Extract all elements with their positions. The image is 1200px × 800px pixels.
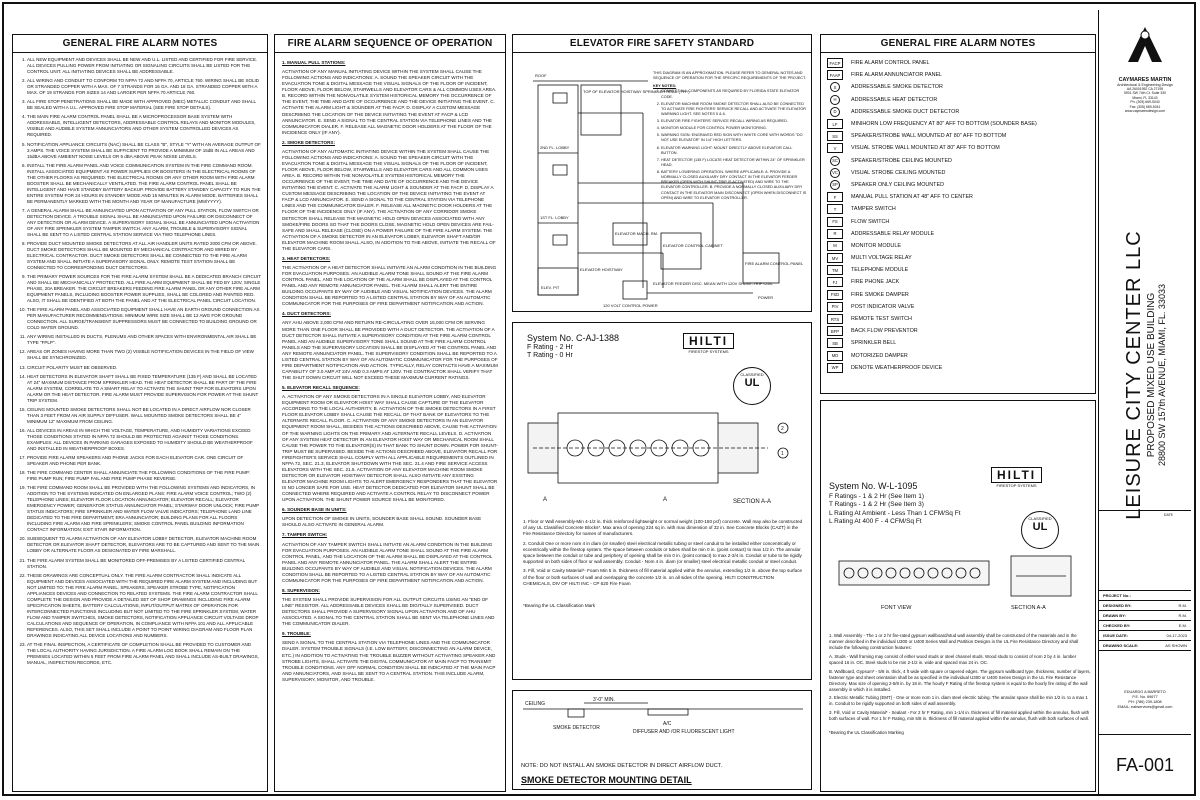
title-field-value: R.M. bbox=[1178, 613, 1187, 618]
sequence-text: UPON DETECTION OF SMOKE IN UNITS, SOUNDER BASE SHALL SOUND. SOUNDER BASE SHOULD ALSO ACTIVATE IN GENERAL ALARM. bbox=[282, 516, 482, 528]
firm-lines bbox=[1099, 87, 1191, 114]
legend-symbol-icon: FJ bbox=[827, 277, 843, 287]
legend-symbol-icon: M bbox=[827, 241, 843, 251]
title-field-label: DESIGNED BY: bbox=[1103, 603, 1132, 608]
legend-symbol-icon: SC bbox=[830, 156, 840, 166]
engineer-name: EDUARDO A BARRETO bbox=[1124, 690, 1166, 694]
legend-item bbox=[827, 325, 1089, 337]
label-feeder: ELEVATOR FEEDER DISC. MEAN WITH 120V SHUNT-TRIP COIL bbox=[653, 281, 773, 286]
legend-label: MOTORIZED DAMPER bbox=[851, 352, 908, 359]
sequence-text: ACTIVATION OF ANY MANUAL INITIATING DEVICE WITHIN THE SYSTEM SHALL CAUSE THE FOLLOWING ACTIONS AND INDICATIONS: A. SOUND THE SPEAKER CIRCUIT WITH THE EVACUATION TONE & DIGITAL MESSAGE THE VISUAL SIGNALS OF THE FLOOR OF INCIDENT, FLOOR ABOVE, FLOOR BELOW, STAIRWELLS AND ELEVATOR CARS & ALL COMMON USES AREA. B. RECORD WITHIN THE NONVOLATILE SYSTEM HISTORICAL MEMORY THE OCCURRENCE OF THE EVENT, THE TIME AND DATE OF OCCURRENCE AND THE DEVICE INITIATING THE EVENT. C. ACTIVATE THE ALARM LIGHT & SOUNDER AT THE FACP. D. DISPLAY A CUSTOM MESSAGE DESCRIBING THE LOCATION OF THE DEVICE INITIATING THE EVENT AT FACP & LCD ANNUNCIATOR. E. SEND A SIGNAL TO THE CENTRAL STATION VIA TELEPHONE LINES AND THE COMMUNICATOR DIALER. F. RELEASE ALL MAGNETIC DOOR HOLDERS AT THE FLOOR OF THE INCIDENCE ONLY (IF ANY). bbox=[282, 69, 497, 135]
elevator-intro: THIS DIAGRAM IS AN APPROXIMATION. PLEASE REFER TO GENERAL NOTES AND SEQUENCE OF OPERATION FOR THE SPECIFIC REQUIREMENTS OF THE PROJECT. bbox=[653, 71, 806, 81]
firestop2-f-rating: F Ratings - 1 & 2 Hr (See Item 1) bbox=[829, 492, 925, 500]
a-label-left: A bbox=[543, 497, 548, 503]
sequence-heading: 4. DUCT DETECTORS: bbox=[282, 311, 331, 317]
legend-symbol-icon: FS bbox=[827, 217, 843, 227]
legend-item bbox=[827, 252, 1089, 264]
hilti-logo: HILTI bbox=[683, 333, 734, 349]
sequence-text: A. ACTIVATION OF ANY SMOKE DETECTORS IN A SINGLE ELEVATOR LOBBY, AND ELEVATOR EQUIPMENT ROOM OR ELEVATOR HOIST WAY SHALL CAUSE CAPTURE OF THE ELEVATOR ACCORDING TO THE LOCAL AUTHORITY. B. ACTIVATION OF THE SMOKE DETECTORS IN A FIRST FLOOR ELEVATOR LOBBY SHALL CAUSE THE RECALL OF THAT BANK OF ELEVATORS TO THE ALTERNATE RECALL FLOOR. C. ACTIVATION OF ANY SMOKE DETECTORS IN AN ELEVATOR EQUIPMENT ROOM SHALL, BESIDES THE ACTIONS DESCRIBED ABOVE, CAUSE THE ACTIVATION OF THE WARNING LIGHTS ON THE PRIMARY AND ALTERNATE RECALL LEVELS. D. ACTIVATION OF ANY SYSTEM HEAT DETECTOR IN AN ELEVATOR HOIST WAY OR MECHANICAL ROOM SHALL CAUSE THE POWER TO THE ELEVATOR(S) IN THAT BANK TO SHUNT DOWN. POWER FOR SHUNT-TRIP MUST BE SUPERVISED. BESIDE THE ACTIONS DESCRIBED ABOVE, ELEVATOR RECALL FOR FIREFIGHTER'S SERVICE SHALL COMPLY WITH ALL APPLICABLE REQUIREMENTS OUTLINED IN NFPA 72, SEC. 21.3, ELEVATOR SHUTDOWN WITH THE SEC. 21.4 AND FIRE SERVICE ACCESS ELEVATORS WITH THE SEC. 21.5. ACTIVATION OF ANY ELEVATOR MACHINE ROOM SMOKE DETECTOR OR ELEVATOR HOISTWAY DETECTOR SHALL ALSO INITIATE ANY EXISTING ELEVATOR MACHINE ROOM LIGHTS TO ALERT EMERGENCY RESPONDERS THAT THE ELEVATOR IS NO LONGER SAFE FOR USE. HEAT DETECTOR DEDICATED FOR ELEVATOR SHUNT SHALL BE CONNECTED WHERE REQUIRED AND ACTIVATE A CONTROL RELAY TO DISCONNECT POWER UPON ACTIVATION. THE SHUNT POWER SOURCE SHALL BE MONITORED. bbox=[282, 394, 498, 503]
legend-label: VISUAL STROBE CEILING MOUNTED bbox=[851, 169, 946, 176]
legend-symbol-icon: LF bbox=[827, 119, 843, 129]
firestop2-t-rating: T Ratings - 1 & 2 Hr (See Item 3) bbox=[829, 501, 924, 509]
firestop2-note: 1. Wall Assembly - The 1 or 2 hr fire-rated gypsum wallboard/stud wall assembly shall be constructed of the materials and in the manner described in the individual U300 or U400 Series Wall and Partition Designs in the UL Fire Resistance Directory and shall include the following construction features: bbox=[829, 633, 1079, 650]
legend-item bbox=[827, 142, 1089, 154]
firestop2-note: 3. Fill, Void or Cavity Material* - Sealant - For 2 hr F Rating, min 1-1/4 in. thickness of fill material applied within the annulus, flush with both surfaces of wall. For 1 hr F Rating, min 5/8 in. thickness of fill material applied within the annulus, flush with both surfaces of wall. bbox=[829, 710, 1090, 722]
legend-label: FIRE SMOKE DAMPER bbox=[851, 291, 909, 298]
legend-label: TELEPHONE MODULE bbox=[851, 267, 909, 274]
elevator-key-note: 8. BATTERY LOWERING OPERATION. WHERE APPLICABLE: A. PROVIDE A NORMALLY CLOSED AUXILIARY DRY CONTACT IN THE ELEVATOR FEEDER BREAKER (OPEN WITH SHUNT-TRIP IS ACTIVATED) AND WIRE TO THE ELEVATOR CONTROLLER. B. PROVIDE A NORMALLY CLOSED AUXILIARY DRY CONTACT IN THE ELEVATOR MAIN DISCONNECT (OPEN WHEN DISCONNECT IS OPEN) AND WIRE TO ELEVATOR CONTROLLER. bbox=[661, 170, 808, 201]
title-field-value: R.M. bbox=[1178, 603, 1187, 608]
heat-detector-top bbox=[553, 93, 567, 103]
legend-symbol-icon: WP bbox=[827, 363, 843, 373]
note-item: 23. AT THE FINAL INSPECTION, A CERTIFICATE OF COMPLETION SHALL BE PROVIDED TO CUSTOMER AND THE LOCAL AUTHORITY HAVING JURISDICTION. A FIRE ALARM LOG BOOK SHALL REMAIN ON THE PREMISES LOCATED WITHIN 5 FEET FROM FIRE ALARM PANEL AND SHALL INCLUDE AS-BUILT DRAWINGS, MANUAL, INSPECTION RECORDS, ETC. bbox=[27, 642, 261, 666]
legend-label: FLOW SWITCH bbox=[851, 218, 890, 225]
elevator-key-note: 7. HEAT DETECTOR (135 F) LOCATE HEAT DETECTOR WITHIN 24" OF SPRINKLER HEAD. bbox=[661, 158, 808, 168]
legend-symbol-icon: FAAP bbox=[827, 70, 843, 80]
legend-symbol-icon: FSD bbox=[827, 290, 843, 300]
elevator-key-note: 4. MONITOR MODULE FOR CONTROL POWER MONITORING. bbox=[661, 126, 808, 131]
legend-item bbox=[827, 69, 1089, 81]
general-notes-panel bbox=[12, 34, 268, 792]
legend-label: DENOTE WEATHERPROOF DEVICE bbox=[851, 364, 943, 371]
legend-symbol-icon: R bbox=[827, 229, 843, 239]
engineer-email: EMAIL: eabservices@gmail.com bbox=[1117, 705, 1173, 710]
label-elev-pit: ELEV. PIT bbox=[541, 285, 560, 290]
legend-symbol-icon: D bbox=[830, 107, 840, 117]
legend-label: ADDRESSABLE RELAY MODULE bbox=[851, 230, 935, 237]
note-item: 18. THE FIRE COMMAND CENTER SHALL ANNUNCIATE THE FOLLOWING CONDITIONS OF THE FIRE PUMP: FIRE PUMP RUN; FIRE PUMP FAIL AND FIRE PUMP PHASE REVERSE. bbox=[27, 470, 261, 482]
sequence-heading: 2. SMOKE DETECTORS: bbox=[282, 139, 336, 145]
legend-item bbox=[827, 191, 1089, 203]
title-field-label: DRAWING SCALE: bbox=[1103, 643, 1139, 648]
sequence-text: THE ACTIVATION OF A HEAT DETECTOR SHALL INITIATE AN ALARM CONDITION IN THE BUILDING FOR EVACUATION PURPOSES. AN AUDIBLE ALARM TONE SHALL SOUND AT THE FIRE ALARM CONTROL PANEL, AND THE LOCATION OF THE ALARM SHALL BE DISPLAYED AT THE CONTROL PANEL AND ANY REMOTE ANNUNCIATOR PANEL. THE ALARM SHALL ALERT THE ENTIRE BUILDING OCCUPANTS BY WAY OF AUDIBLE AND VISUAL NOTIFICATION DEVICES. THE ALARM CONDITION SHALL BE REPORTED TO A LISTED CENTRAL STATION BY WAY OF AN AUTOMATIC COMMUNICATOR FOR THE PURPOSES OF FIRE DEPARTMENT NOTIFICATION AND ACTION. bbox=[282, 264, 497, 307]
ul-classified-2 bbox=[1021, 511, 1059, 549]
legend-label: ADDRESSABLE HEAT DETECTOR bbox=[851, 96, 938, 103]
firestop2-l-ambient: L Rating At Ambient - Less Than 1 CFM/Sq Ft bbox=[829, 509, 961, 517]
title-field bbox=[1099, 631, 1191, 641]
project-sub: PROPOSED MIXED USE BUILDING bbox=[1146, 292, 1157, 458]
smoke-detector-panel bbox=[512, 690, 812, 790]
note-item: 16. ALL DEVICES IN AREAS IN WHICH THE VOLTAGE, TEMPERATURE, AND HUMIDITY VARIATIONS EXCEED THOSE CONDITIONS STATED IN NFPA 72 SHOULD BE PROTECTED AGAINST THOSE CONDITIONS. EXAMPLES: ALL DEVICES IN PARKING GARAGES EXPOSED TO HUMIDITY SHOULD BE WEATHERPROOF AND INSTALLED IN WEATHERPROOF BOXES. bbox=[27, 428, 261, 452]
sequence-text: THE SYSTEM SHALL PROVIDE SUPERVISION FOR ALL OUTPUT CIRCUITS USING AN "END OF LINE" RESISTOR. ALL ADDRESSABLE DEVICES SHALL BE DIGITALLY SUPERVISED. DUCT DETECTORS SHALL PROVIDE A SUPERVISORY SIGNAL UPON ACTIVATION AND OF AHU ASSOCIATED. A SIGNAL TO THE CENTRAL STATION SHALL BE SENT VIA TELEPHONE LINES AND THE COMMUNICATOR DIALER. bbox=[282, 597, 495, 627]
legend-label: FIRE ALARM ANNUNCIATOR PANEL bbox=[851, 72, 943, 79]
label-ceiling: CEILING bbox=[525, 701, 546, 707]
title-field-label: PROJECT No.: bbox=[1103, 593, 1131, 598]
note-item: 8. PROVIDE DUCT MOUNTED SMOKE DETECTORS AT ALL AIR HANDLER UNITS RATED 2000 CFM OR ABOVE. DUCT SMOKE DETECTORS SHALL BE MOUNTED BY MECHANICAL CONTRACTOR AND WIRED BY ELECTRICAL CONTRACTOR. DUCT SMOKE DETECTORS SHALL BE CONNECTED TO THE FIRE ALARM SYSTEM AND SHALL INITIATE A SUPERVISORY SIGNAL ONLY. REMOTE TEST STATION SHALL BE CONNECTED TO CORRESPONDING DUCT DETECTORS. bbox=[27, 241, 261, 271]
legend-label: FIRE ALARM CONTROL PANEL bbox=[851, 60, 930, 67]
smoke-detector-title: SMOKE DETECTOR MOUNTING DETAIL bbox=[521, 775, 692, 785]
hilti-sub-2: FIRESTOP SYSTEMS bbox=[996, 483, 1037, 488]
firestop2-footnote: *Bearing the UL Classification Marking bbox=[829, 730, 904, 736]
note-item: 10. THE FIRE ALARM PANEL AND ASSOCIATED EQUIPMENT SHALL HAVE AN EARTH GROUND CONNECTION AS PER MANUFACTURER RECOMMENDATIONS. MINIMUM WIRE SIZE SHALL BE 12 AWG FOR GROUND CONNECTION. ALL SURGE/TRANSIENT SUPPRESSORS MUST BE CONNECTED TO BUILDING GROUND OR COLD WATER GROUND. bbox=[27, 307, 261, 331]
sequence-text: ANY AHU ABOVE 2,000 CFM AND RETURN RE-CIRCULATING OVER 15,000 CFM OR SERVING MORE THAN ONE FLOOR SHALL BE PROVIDED WITH A DUCT DETECTOR. THE ACTIVATION OF A DUCT DETECTOR SHALL INITIATE A SUPERVISORY CONDITION AT THE FIRE ALARM CONTROL PANEL AND AN AUDIBLE SUPERVISORY TONE SHALL SOUND AT THE FIRE ALARM CONTROL PANELS AND THE SUPERVISORY LOCATION SHALL BE DISPLAYED AT THE CONTROL PANEL AND ANY REMOTE ANNUNCIATOR PANEL. THE SUPERVISORY CONDITION SHALL BE REPORTED TO A LISTED CENTRAL STATION BY WAY OF AN AUTOMATIC COMMUNICATOR FOR THE PURPOSES OF FIRE DEPARTMENT NOTIFICATION AND ACTION. TYPICALLY, RELAY CONTACTS HAVE A MAXIMUM CAPABILITY OF 3.0 AMP AT 24V AND 0.3 AMPS AT 120V. THE CONTRACTOR SHALL VERIFY THAT THE SHUT DOWN CIRCUIT WILL NOT EXCEED THESE MAXIMUM CURRENT RATINGS. bbox=[282, 320, 498, 380]
title-fields bbox=[1099, 590, 1191, 651]
note-item: 19. THE FIRE COMMAND ROOM SHALL BE PROVIDED WITH THE FOLLOWING SYSTEMS AND INDICATORS, IN ADDITION TO THE SYSTEMS INDICATED ON ENLARGED PLANS: FIRE ALARM VOICE CONTROL; TWO (2) TELEPHONE LINES; ELEVATOR FLOOR LOCATION ANNUNCIATOR; ELEVATOR RECALL; ELEVATOR EMERGENCY POWER; GENERATOR STATUS ANNUNCIATOR PANEL; STAIRWAY DOOR UNLOCK; FIRE PUMP STATUS INDICATORS; FIRE SPRINKLER AND WATER FLOW VALVE INDICATORS; TELEPHONE LAND LINE DEDICATED TO THE FIRE DEPARTMENT; ERA ANNUNCIATOR; BUILDING PLANS FOR ALL FLOORS INCLUDING FIRE ALARM AND FIRE SPRINKLERS; SMOKE CONTROL PANEL BUILDING INFORMATION CONTACT INFORMATION; EXIT STAIR INFORMATION. bbox=[27, 485, 261, 533]
firestop2-notes bbox=[829, 633, 1091, 736]
title-field-value: 04-17-2023 bbox=[1166, 633, 1187, 638]
general-notes-list bbox=[13, 53, 267, 666]
engineer-phone: PH: (786) 239-1808 bbox=[1128, 700, 1162, 705]
ul-mark-2: UL bbox=[1032, 521, 1048, 533]
legend-label: BACK FLOW PREVENTOR bbox=[851, 328, 918, 335]
ul-classified-1 bbox=[733, 367, 771, 405]
label-1st-floor: 1ST FL. LOBBY bbox=[540, 215, 569, 220]
legend-title: GENERAL FIRE ALARM NOTES bbox=[821, 35, 1095, 53]
firestop1-note: 3. Fill, Void or Cavity Material*- Foam Min 5 in. thickness of fill material applied within the annulus, extending 1/2 in. above the top surface of the floor or both surfaces of wall and overlapping the concrete 1/2 in. on all sides of the opening. HILTI CONSTRUCTION CHEMICALS, DIV OF HILTI INC - CP 620 Fire Foam bbox=[523, 568, 803, 586]
legend-label: SPRINKLER BELL bbox=[851, 340, 897, 347]
legend-label: SPEAKER/STROBE CEILING MOUNTED bbox=[851, 157, 952, 164]
legend-item bbox=[827, 264, 1089, 276]
note-item: 14. HEAT DETECTORS IN ELEVATOR SHAFT SHALL BE FIXED TEMPERATURE (135 F) AND SHALL BE LOCATED AT 24" MAXIMUM DISTANCE FROM SPRINKLER HEAD. THE HEAT DETECTOR SHALL BE PART OF THE FIRE ALARM SYSTEM, CORRELATE TO A SMART RELAY TO ACTIVATE THE SHUNT TRIP FOR ELEVATORS UPON ALARM OR THE HEAT DETECTOR. FIRE ALARM MUST PROVIDE SUPERVISION FOR POWER AT THE SHUNT TRIP SYSTEM. bbox=[27, 374, 261, 404]
legend-item bbox=[827, 276, 1089, 288]
elevator-key-note: 1. CONNECT ALL COMPONENTS AS REQUIRED BY FLORIDA STATE ELEVATOR CODE. bbox=[661, 89, 808, 99]
firestop1-note: 1. Floor or Wall Assembly-Min 4-1/2 in. thick reinforced lightweight or normal weight (100-150 pcf) concrete. Wall may also be constructed of any UL Classified Concrete Blocks*. Max area of opening 224 sq in. with max dimension of 32 in. See Concrete Blocks (CAZT) in the Fire Resistance Directory for names of manufacturers. bbox=[523, 519, 803, 537]
legend-list bbox=[821, 53, 1095, 378]
sheet-number: FA-001 bbox=[1115, 754, 1175, 775]
sequence-body bbox=[275, 53, 505, 689]
legend-symbol-icon: MV bbox=[827, 253, 843, 263]
legend-item bbox=[827, 215, 1089, 227]
firm-line: Fax: (305) 669-5041 bbox=[1129, 104, 1161, 109]
legend-symbol-icon: T bbox=[827, 204, 843, 214]
label-ac: A/C bbox=[663, 721, 672, 727]
legend-label: MINIHORN LOW FREQUENCY AT 80" AFF TO BOTTOM (SOUNDER BASE) bbox=[851, 121, 1037, 128]
label-diffuser: DIFFUSER AND /OR FLUORESCENT LIGHT bbox=[633, 729, 735, 735]
legend-item bbox=[827, 313, 1089, 325]
legend-item bbox=[827, 179, 1089, 191]
note-item: 4. THE MAIN FIRE ALARM CONTROL PANEL SHALL BE A MICROPROCESSOR BASE SYSTEM WITH ADDRESSABLE, INTELLIGENT DETECTORS, ADDRESSABLE CONTROL RELAYS AND MONITOR MODULES, VISIBLE AND AUDIBLE SYSTEM ANNUNCIATORS AND OTHER SYSTEM CONTROLLED DEVICES AS REQUIRED. bbox=[27, 114, 261, 138]
legend-label: POST INDICATOR VALVE bbox=[851, 303, 915, 310]
firestop1-section bbox=[513, 403, 812, 513]
legend-symbol-icon: FACP bbox=[827, 58, 843, 68]
note-item: 12. AREAS OR ZONES HAVING MORE THAN TWO (2) VISIBLE NOTIFICATION DEVICES IN THE FIELD OF VIEW SHALL BE SYNCHRONIZED. bbox=[27, 349, 261, 361]
legend-item bbox=[827, 350, 1089, 362]
note-item: 17. PROVIDE FIRE ALARM SPEAKERS AND PHONE JACKS FOR EACH ELEVATOR CAR. ONE CIRCUIT OF SPEAKER AND PHONE PER BANK. bbox=[27, 455, 261, 467]
label-facp: FIRE ALARM CONTROL PANEL bbox=[745, 261, 804, 266]
label-hoistway: ELEVATOR HOISTWAY bbox=[580, 267, 623, 272]
title-field-value: AS SHOWN bbox=[1165, 643, 1187, 648]
label-2nd-floor: 2ND FL. LOBBY bbox=[540, 145, 570, 150]
legend-symbol-icon: TM bbox=[827, 265, 843, 275]
legend-item bbox=[827, 203, 1089, 215]
note-item: 6. INSTALL THE FIRE ALARM PANEL AND VOICE COMMUNICATION SYSTEM IN THE FIRE COMMAND ROOM. INSTALL ASSOCIATED EQUIPMENT AS POWER SUPPLIES OR BOOSTERS IN THE ELECTRICAL ROOMS OF THE OTHER FLOORS AS REQUIRED. THE ELECTRICAL ROOMS OR ANY OTHER ROOM WITH FIRE ALARM BOOSTER SHALL BE MECHANICALLY VENTILATED. THE FIRE ALARM CONTROL PANEL SHALL BE INTELLIGENT AND HAVE STANDBY BATTERY BACKUP. PROVIDE BATTERY STANDBY CAPACITY TO RUN THE ENTIRE SYSTEM FOR 24 HOURS IN STANDBY MODE AND 15 MINUTES IN ALARM MODE. BATTERIES SHALL BE PERMANENTLY MARKED WITH THE MONTH AND YEAR OF MANUFACTURE (MM/YYYY). bbox=[27, 163, 261, 205]
title-field bbox=[1099, 611, 1191, 621]
title-block bbox=[1098, 10, 1191, 794]
sequence-text: SEND A SIGNAL TO THE CENTRAL STATION VIA TELEPHONE LINES AND THE COMMUNICATOR DIALER. SYSTEM TROUBLE SIGNALS (I.E. LOW BATTERY, DISCONNECTING AN ALARM DEVICE, ETC.) IN ADDITION TO ACTIVATING THE TROUBLE BUZZER WITHOUT ACTIVATING SPEAKER AND STROBE LIGHTS, SHALL ACTIVATE THE DIGITAL COMMUNICATOR AT MAIN FACP TO TRANSMIT TROUBLE CONDITIONS. ANY OFF NORMAL CONDITION SHALL BE INDICATED AT THE MAIN FACP AND ANNUNCIATORS, AND SHALL BE SENT TO A CENTRAL STATION. THIS INCLUDE ALARM, SUPERVISORY, MONITOR, AND TROUBLE. bbox=[282, 640, 496, 682]
note-item: 22. THESE DRAWINGS ARE CONCEPTUAL ONLY. THE FIRE ALARM CONTRACTOR SHALL INDICATE ALL EQUIPMENT AND DEVICES ASSOCIATED WITH THE REQUIRED FIRE ALARM SYSTEM AND INCLUDING BUT NOT LIMITED TO: THE FIRE ALARM PANEL, SPEAKERS, SPEAKER STROBE TYPE, NOTIFICATION APPLIANCES DEVICES AND CONNECTION TO RELATED SYSTEMS. THE FIRE ALARM CONTRACTOR SHALL COMPLETE THE DESIGN AND PROVIDE A DETAILED SET OF SHOP DRAWINGS INCLUDING FIRE ALARM SPECIFICATION SHEETS, BATTERY CALCULATIONS, INPUT/OUTPUT MATRIX OF OPERATION FOR INTERCONNECTED FUNCTIONS INCLUDING BUT NOT LIMITED TO THE FIRE SPRINKLER SYSTEM, WATER FLOW AND TAMPER SWITCHES, SMOKE DETECTORS, NOTIFICATION APPLIANCE CIRCUIT VOLTAGE DROP CALCULATIONS AND SEQUENCE OF OPERATION, IN COMPLIANCE WITH NFPA 101 AND ALL APPLICABLE REFERENCES. ALSO, THIS SET SHALL INCLUDE A POINT TO POINT WIRING DIAGRAM AND FLOOR PLAN DRAWINGS INDICATING ALL DEVICE LOCATIONS AND NUMBERS. bbox=[27, 573, 261, 639]
sequence-title: FIRE ALARM SEQUENCE OF OPERATION bbox=[275, 35, 505, 53]
legend-symbol-icon: H bbox=[830, 95, 840, 105]
elevator-key-note: 2. ELEVATOR MACHINE ROOM SMOKE DETECTOR SHALL ALSO BE CONNECTED TO ACTIVATE FIRE FIGHTERS' SERVICE RECALL AND ACTIVATE THE ELEVATOR WARNING LIGHT. SEE NOTES 5 & 6. bbox=[661, 102, 808, 117]
project-name: LEISURE CITY CENTER LLC bbox=[1123, 230, 1145, 520]
sequence-heading: 8. SUPERVISION: bbox=[282, 587, 320, 593]
legend-label: SPEAKER/STROBE WALL MOUNTED AT 80" AFF TO BOTTOM bbox=[851, 133, 1007, 140]
engineer-pe: P.E. No. 69677 bbox=[1132, 695, 1158, 700]
firm-sub: Architectural & Engineering Design bbox=[1117, 83, 1173, 87]
facp-box bbox=[743, 253, 779, 283]
legend-symbol-icon: SS bbox=[827, 131, 843, 141]
firestop1-f-rating: F Rating - 2 Hr bbox=[527, 343, 573, 351]
note-item: 21. THE FIRE ALARM SYSTEM SHALL BE MONITORED OFF-PREMISES BY A LISTED CERTIFIED CENTRAL STATION. bbox=[27, 558, 261, 570]
firestop1-notes bbox=[523, 519, 803, 609]
legend-label: FIRE PHONE JACK bbox=[851, 279, 900, 286]
sequence-heading: 7. TAMPER SWITCH: bbox=[282, 532, 328, 538]
firestop2-note: A. Studs - Wall framing may consist of either wood studs or steel channel studs. Wood studs to consist of nom 2 by 4 in. lumber spaced 16 in. OC. Steel studs to be min 2-1/2 in. wide and spaced max 24 in. OC. bbox=[829, 653, 1077, 665]
title-field bbox=[1099, 591, 1191, 601]
svg-text:2: 2 bbox=[781, 426, 784, 432]
sequence-heading: 3. HEAT DETECTORS: bbox=[282, 255, 331, 261]
legend-label: MULTI VOLTAGE RELAY bbox=[851, 255, 912, 262]
elevator-key-notes bbox=[653, 89, 808, 200]
legend-item bbox=[827, 240, 1089, 252]
title-field bbox=[1099, 601, 1191, 611]
legend-item bbox=[827, 301, 1089, 313]
legend-label: TAMPER SWITCH bbox=[851, 206, 896, 213]
firm-line: www.caymaresdesign.com bbox=[1124, 109, 1166, 114]
legend-symbol-icon: PIV bbox=[827, 302, 843, 312]
firestop2-note: B. Wallboard, Gypsum* - 5/8 in. thick, 4 ft wide with square or tapered edges. The gypsum wallboard type, thickness, number of layers, fastener type and sheet orientation shall be as specified in the individual U300 or U400 Series Design in the UL Fire Resistance Directory. Max size of opening 2-5/8 in. by 18 in. The hourly F Rating of the firestop system is equal to the hourly fire rating of the wall assembly in which it is installed. bbox=[829, 668, 1091, 692]
legend-panel bbox=[820, 34, 1096, 394]
a-label-right: A bbox=[663, 497, 668, 503]
firestop2-brand bbox=[991, 467, 1042, 488]
legend-symbol-icon: F bbox=[827, 192, 843, 202]
legend-symbol-icon: BFP bbox=[827, 326, 843, 336]
firm-name: CAYMARES MARTIN bbox=[1118, 77, 1172, 83]
hilti-sub: FIRESTOP SYSTEMS bbox=[688, 349, 729, 354]
note-item: 20. SUBSEQUENT TO ALARM ACTIVATION OF ANY ELEVATOR LOBBY DETECTOR, ELEVATOR MACHINE ROOM DETECTOR OR ELEVATOR SHAFT DETECTOR, ELEVATORS ARE TO BE CAPTURED AND SENT TO THE MAIN LOBBY OR ALTERNATE FLOOR AS DESIGNATED BY FIRE MARSHALL. bbox=[27, 536, 261, 554]
legend-item bbox=[827, 130, 1089, 142]
elevator-panel bbox=[512, 34, 812, 312]
label-power-120: 120 VOLT CONTROL POWER bbox=[603, 303, 658, 308]
legend-item bbox=[827, 362, 1089, 374]
firestop2-system: System No. W-L-1095 bbox=[829, 481, 918, 491]
legend-label: VISUAL STROBE WALL MOUNTED AT 80" AFF TO BOTTOM bbox=[851, 145, 1000, 152]
sequence-heading: 9. TROUBLE: bbox=[282, 631, 311, 637]
note-item: 5. NOTIFICATION APPLIANCE CIRCUITS (NAC) SHALL BE CLASS "B", STYLE "Y" WITH AN AVERAGE OUTPUT OF 3 AMPS. THE VOICE SYSTEM SHALL BE SUFFICIENT TO PROVIDE A MINIMUM OF 15dB IN ALL AREAS AND 15dBA ABOVE AMBIENT NOISE LEVELS OR 5 dBA ABOVE PEAK NOISE LEVELS. bbox=[27, 142, 261, 160]
hoistway-shaft bbox=[538, 85, 578, 295]
title-field bbox=[1099, 641, 1191, 651]
firestop1-system: System No. C-AJ-1388 bbox=[527, 333, 620, 343]
legend-symbol-icon: SP bbox=[830, 180, 840, 190]
note-item: 15. CEILING MOUNTED SMOKE DETECTORS SHALL NOT BE LOCATED IN A DIRECT AIRFLOW NOR CLOSER THAN 3 FEET FROM AN AIR SUPPLY DIFFUSER. WALL MOUNTED SMOKE DETECTORS SHALL BE 4" MINIMUM 12" MAXIMUM FROM CEILING. bbox=[27, 407, 261, 425]
legend-symbol-icon: VC bbox=[830, 168, 840, 178]
firm-logo bbox=[1099, 10, 1191, 114]
firestop-c-aj-panel bbox=[512, 322, 812, 680]
title-field-label: ISSUE DATE: bbox=[1103, 633, 1129, 638]
title-field bbox=[1099, 621, 1191, 631]
elevator-key-note: 5. WARNING SIGN: ENGRAVED RED SIGN WITH WHITE CORE WITH WORDS "DO NOT USE ELEVATOR" IN 1/4" HIGH LETTERS. bbox=[661, 133, 808, 143]
title-field-label: CHECKED BY: bbox=[1103, 623, 1131, 628]
firestop2-l-400: L Rating At 400 F - 4 CFM/Sq Ft bbox=[829, 518, 922, 525]
legend-item bbox=[827, 155, 1089, 167]
firestop1-note: 2. Conduit One or more nom 4 in diam (or smaller) steel electrical metallic tubing or steel conduit to be installed either concentrically or eccentrically within the firestop system. The space between conduits or tubes shall be min 0 in. (point contact) to max 1/2 in. The annular space between the conduit or tube and periphery of opening shall be min 0 in. (point contact) to max 2-3/4 in. Conduit or tube to be rigidly supported on both sides of floor or wall assembly. Conduit - Nom 4 in. diam (or smaller) steel electrical metallic conduit or steel conduit. bbox=[523, 540, 802, 565]
note-item: 13. CIRCUIT POLARITY MUST BE OBSERVED. bbox=[27, 365, 261, 371]
label-top-hoistway: TOP OF ELEVATOR HOISTWAY SPRINKLER HEAD (TYP.) bbox=[583, 89, 690, 94]
front-view-label: FONT VIEW bbox=[881, 605, 912, 611]
engineer-stamp bbox=[1099, 690, 1191, 711]
legend-label: MANUAL PULL STATION AT 48" AFF TO CENTER bbox=[851, 194, 973, 201]
firestop2-note: 2. Electric Metallic Tubing (EMT) - One or more nom 1 in. diam steel electric tubing. The annular space shall be min 1/2 in. to a max 1 in. Conduit to be rigidly supported on both sides of wall assembly. bbox=[829, 695, 1088, 707]
legend-symbol-icon: S bbox=[830, 82, 840, 92]
legend-item bbox=[827, 228, 1089, 240]
smoke-detector-note: NOTE: DO NOT INSTALL AN SMOKE DETECTOR IN DIRECT AIRFLOW DUCT. bbox=[521, 763, 723, 769]
legend-item bbox=[827, 106, 1089, 118]
elevator-key-notes-label: KEY NOTES: bbox=[653, 84, 677, 89]
note-item: 7. A GENERAL ALARM SHALL BE ANNUNCIATED UPON ACTIVATION OF ANY PULL STATION, FLOW SWITCH OR DETECTION DEVICE. A TROUBLE SIGNAL SHALL BE ANNUNCIATED UPON FAILURE OR DISCONNECT OF ANY DETECTION OR ALARM DEVICE. A SUPERVISORY SIGNAL SHALL BE ANNUNCIATED UPON ACTIVATION OF ANY FIRE SPRINKLER SYSTEM TAMPER SWITCH. ANY ALARM, TROUBLE & SUPERVISORY SIGNAL SHALL BE SENT TO A LISTED CENTRAL STATION SERVICE VIA TWO TELEPHONE LINES. bbox=[27, 208, 261, 238]
firestop1-header bbox=[527, 333, 619, 361]
firestop1-t-rating: T Rating - 0 Hr bbox=[527, 352, 573, 360]
sequence-text: ACTIVATION OF ANY TAMPER SWITCH SHALL INITIATE AN ALARM CONDITION IN THE BUILDING FOR EVACUATION PURPOSES. AN AUDIBLE ALARM TONE SHALL SOUND AT THE FIRE ALARM CONTROL PANEL, AND THE LOCATION OF THE ALARM SHALL BE DISPLAYED AT THE CONTROL PANEL AND ANY REMOTE ANNUNCIATOR PANEL. THE ALARM SHALL ALERT THE ENTIRE BUILDING OCCUPANTS BY WAY OF AUDIBLE AND VISUAL NOTIFICATION DEVICES. THE ALARM CONDITION SHALL BE REPORTED TO A LISTED CENTRAL STATION BY WAY OF AN AUTOMATIC COMMUNICATOR FOR THE PURPOSES OF FIRE DEPARTMENT NOTIFICATION AND ACTION. bbox=[282, 541, 493, 583]
sequence-heading: 5. ELEVATOR RECALL SEQUENCE: bbox=[282, 385, 360, 391]
legend-item bbox=[827, 167, 1089, 179]
legend-label: SPEAKER ONLY CEILING MOUNTED bbox=[851, 181, 944, 188]
elevator-key-note: 6. ELEVATOR WARNING LIGHT: MOUNT DIRECTLY ABOVE ELEVATOR CALL BUTTON. bbox=[661, 146, 808, 156]
firestop2-views bbox=[821, 551, 1096, 631]
hilti-logo-2: HILTI bbox=[991, 467, 1042, 483]
ul-classified-text-1: CLASSIFIED bbox=[740, 372, 764, 377]
title-field-label: DRAWN BY: bbox=[1103, 613, 1126, 618]
ul-classified-text-2: CLASSIFIED bbox=[1028, 516, 1052, 521]
note-item: 2. ALL WIRING AND CONDUIT TO CONFORM TO NFPA 72 AND NFPA 70, ARTICLE 760. WIRING SHALL BE SOLID OR STRANDED COPPER WITH A MAX. OF 7 STRANDS FOR 16 GA. AND 18 GA. STRANDED COPPER WITH A MAX. OF 19 STRANDS FOR SIZES 14 AND LARGER PER NFPA 70 ARTICLE 760. bbox=[27, 78, 261, 96]
legend-item bbox=[827, 289, 1089, 301]
sequence-heading: 1. MANUAL PULL STATIONS: bbox=[282, 60, 346, 65]
firm-logo-icon bbox=[1120, 22, 1170, 72]
smoke-detector-diagram bbox=[513, 691, 812, 761]
firm-line: Miami, FL 33143 bbox=[1132, 95, 1158, 100]
firestop2-header bbox=[829, 481, 961, 526]
revision-date-header: DATE bbox=[1163, 513, 1173, 517]
legend-item bbox=[827, 337, 1089, 349]
feeder-disconnect bbox=[623, 281, 647, 299]
legend-label: ADDRESSABLE SMOKE DETECTOR bbox=[851, 84, 943, 91]
firm-line: Ph: (305) 669-5040 bbox=[1130, 100, 1160, 105]
legend-symbol-icon: RTS bbox=[827, 314, 843, 324]
label-smoke-detector: SMOKE DETECTOR bbox=[553, 725, 600, 731]
firestop1-section-label: SECTION A-A bbox=[733, 499, 772, 505]
elevator-control-cabinet bbox=[661, 233, 701, 269]
firm-line: 5901 SW 74th Ct. Suite 330 bbox=[1123, 91, 1167, 96]
revision-table bbox=[1099, 510, 1191, 571]
general-notes-title: GENERAL FIRE ALARM NOTES bbox=[13, 35, 267, 53]
note-item: 9. THE PRIMARY POWER SOURCES FOR THE FIRE ALARM SYSTEM SHALL BE A DEDICATED BRANCH CIRCUIT AND SHALL BE MECHANICALLY PROTECTED. ALL FIRE ALARM EQUIPMENT SHALL BE FED BY 120V, SINGLE PHASE, 20A BREAKER. THE CIRCUIT BREAKERS FEEDING FIRE ALARM PANEL OR ANY OTHER FIRE ALARM EQUIPMENT PANELS, INCLUDING BOOSTER POWER SUPPLIES, SHALL BE COLORED AND PAINTED RED. ALSO, IT SHALL BE IDENTIFIED AT BOTH THE PANEL AND AT THE ELECTRICAL PANEL CIRCUIT LOCATION. bbox=[27, 274, 261, 304]
firestop1-footnote: *Bearing the UL Classification Mark bbox=[523, 602, 596, 608]
firestop2-section-label: SECTION A-A bbox=[1011, 605, 1046, 611]
project-vertical bbox=[1099, 200, 1191, 550]
elevator-key-note: 3. ELEVATOR FIRE FIGHTERS' SERVICE RECALL WIRING AS REQUIRED. bbox=[661, 119, 808, 124]
legend-symbol-icon: V bbox=[827, 143, 843, 153]
sequence-heading: 6. SOUNDER BASE IN UNITS: bbox=[282, 507, 347, 513]
legend-item bbox=[827, 57, 1089, 69]
firestop1-brand bbox=[683, 333, 734, 354]
elevator-notes bbox=[653, 71, 808, 203]
legend-label: ADDRESSABLE SMOKE DUCT DETECTOR bbox=[851, 108, 960, 115]
sequence-panel bbox=[274, 34, 506, 792]
firestop-w-l-panel bbox=[820, 400, 1096, 792]
note-item: 1. ALL NEW EQUIPMENT AND DEVICES SHALL BE NEW AND U.L. LISTED AND CERTIFIED FOR FIRE SERVICE. ALL DEVICES PULLING POWER FROM INITIATING OR SIGNALING CIRCUITS SHALL BE LISTED FOR THE CONTROL UNIT. ALL INITIATING DEVICES SHALL BE ADDRESSABLE. bbox=[27, 57, 261, 75]
firm-line: AA 26001952 CA 27195 bbox=[1126, 87, 1164, 91]
legend-symbol-icon: SB bbox=[827, 338, 843, 348]
legend-item bbox=[827, 94, 1089, 106]
project-address: 28800 SW 157th AVENUE, MIAMI, FL. 33033 bbox=[1157, 284, 1167, 466]
sequence-text: ACTIVATION OF ANY AUTOMATIC INITIATING DEVICE WITHIN THE SYSTEM SHALL CAUSE THE FOLLOWING ACTIONS AND INDICATIONS: A. SOUND THE SPEAKER CIRCUIT WITH THE EVACUATION TONE & DIGITAL MESSAGE THE VISUAL SIGNALS OF THE FLOOR OF INCIDENT, FLOOR ABOVE, FLOOR BELOW, STAIRWELLS AND ELEVATOR CARS AND ALL COMMON USES AREA. B. RECORD WITHIN THE NONVOLATILE SYSTEM HISTORICAL MEMORY THE OCCURRENCE OF THE EVENT, THE TIME AND DATE OF OCCURRENCE AND THE DEVICE INITIATING THE EVENT. C. ACTIVATE THE ALARM LIGHT & SOUNDER AT THE FACP. D. DISPLAY A CUSTOM MESSAGE DESCRIBING THE LOCATION OF THE DEVICE INITIATING THE EVENT AT FACP & LCD ANNUNCIATOR. E. SEND A SIGNAL TO THE CENTRAL STATION VIA TELEPHONE LINES AND THE COMMUNICATOR DIALER. F. RELEASE ALL MAGNETIC DOOR HOLDERS AT THE FLOOR OF THE INCIDENCE ONLY (IF ANY). THE ACTIVATION OF ANY CORRIDOR SMOKE DETECTOR SHALL RELEASE THE MAGNETIC HOLD OPEN DEVICES ASSOCIATED WITH ANY SMOKE/FIRE DOORS SO THAT THE DOORS CLOSE. MAGNETIC HOLD OPEN DEVICES ARE FAIL-SAFE AND SHALL RELEASE (CLOSE) ON A POWER FAILURE OF THE FIRE ALARM SYSTEM. THE ACTIVATION OF A SMOKE DETECTOR IN AN ELEVATOR LOBBY, ELEVATOR SHAFT AND/OR ELEVATOR MACHINE ROOM SHALL ALSO, IN ADDITION TO THE ABOVE, INITIATE THE RECALL OF THE ELEVATOR CARS. bbox=[282, 148, 496, 251]
title-field-value: E.M. bbox=[1178, 623, 1187, 628]
label-controller: ELEVATOR CONTROL CABINET bbox=[663, 243, 723, 248]
label-roof: ROOF bbox=[535, 73, 547, 78]
ul-mark-1: UL bbox=[744, 377, 760, 389]
legend-symbol-icon: MD bbox=[827, 351, 843, 361]
elevator-title: ELEVATOR FIRE SAFETY STANDARD bbox=[513, 35, 811, 53]
legend-item bbox=[827, 81, 1089, 93]
label-power: POWER bbox=[758, 295, 774, 300]
legend-label: MONITOR MODULE bbox=[851, 242, 901, 249]
svg-text:1: 1 bbox=[781, 451, 784, 457]
legend-item bbox=[827, 118, 1089, 130]
sheet-number-box bbox=[1099, 734, 1191, 795]
note-item: 11. ANY WIRING INSTALLED IN DUCTS, PLENUMS AND OTHER SPACES WITH ENVIRONMENTAL AIR SHALL BE TYPE "FPLP". bbox=[27, 334, 261, 346]
note-item: 3. ALL FIRE STOP PENETRATIONS SHALL BE MADE WITH APPROVED (MEC) METALLIC CONDUIT AND SHALL BE SEALED WITH A U.L. APPROVED FIRE STOP MATERIAL (SEE FIRE STOP DETAILS). bbox=[27, 99, 261, 111]
label-dimension: 3'-0" MIN. bbox=[593, 697, 615, 703]
label-mach-rm: ELEVATOR MACH. RM. bbox=[615, 231, 659, 236]
legend-label: REMOTE TEST SWITCH bbox=[851, 316, 912, 323]
